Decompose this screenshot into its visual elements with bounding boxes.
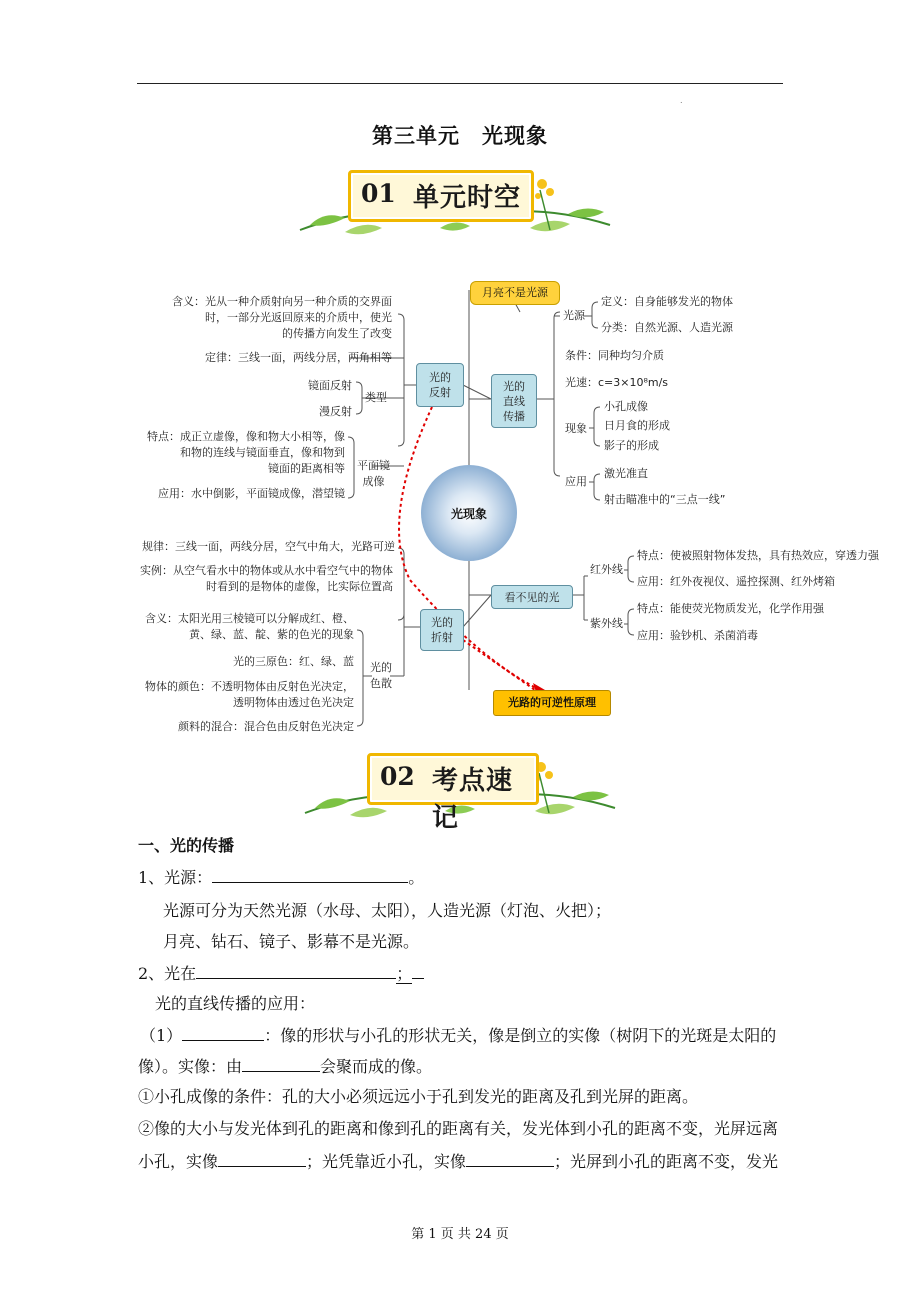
condition-2: ②像的大小与发光体到孔的距离和像到孔的距离有关，发光体到小孔的距离不变，光屏远离	[138, 1119, 779, 1138]
reflect-meaning-1: 含义：光从一种介质射向另一种介质的交界面	[172, 295, 392, 308]
banner-box-2	[367, 753, 539, 833]
refract-example-2: 时看到的是物体的虚像，比实际位置高	[206, 580, 393, 593]
item-1-prefix: 1、光源：	[138, 868, 213, 887]
reflect-law: 定律：三线一面，两线分居，两角相等	[205, 351, 392, 364]
callout-moon: 月亮不是光源	[470, 281, 560, 305]
center-node: 光现象	[421, 465, 517, 561]
header-dot: .	[680, 96, 683, 105]
banner-title: 考点速记	[432, 766, 514, 833]
ultraviolet-label: 紫外线	[590, 617, 623, 630]
straight-source: 光源	[563, 309, 585, 322]
infrared-feature: 特点：使被照射物体发热，具有热效应，穿透力强	[637, 549, 879, 562]
node-refraction: 光的 折射	[420, 609, 464, 651]
infrared-label: 红外线	[590, 563, 623, 576]
reflect-plane-mirror: 平面镜 成像	[357, 459, 390, 488]
straight-ph-1: 小孔成像	[604, 400, 648, 413]
c2-line-2c: ；光屏到小孔的距离不变，发光	[554, 1152, 779, 1171]
reflect-meaning-3: 的传播方向发生了改变	[282, 327, 392, 340]
dispersion-pigment: 颜料的混合：混合色由反射色光决定	[178, 720, 354, 733]
dispersion-label: 光的 色散	[370, 661, 392, 690]
banner-number: 01	[361, 179, 396, 208]
reflect-feature-1: 特点：成正立虚像，像和物大小相等，像	[147, 430, 345, 443]
refract-example-1: 实例：从空气看水中的物体或从水中看空气中的物体	[140, 564, 393, 577]
app-title: 光的直线传播的应用：	[155, 994, 316, 1013]
p1-line-2	[138, 1055, 432, 1078]
node-straight: 光的 直线 传播	[491, 374, 537, 428]
dispersion-meaning-1: 含义：太阳光用三棱镜可以分解成红、橙、	[145, 612, 354, 625]
blank-pinhole[interactable]	[182, 1024, 264, 1041]
straight-application: 应用	[565, 475, 587, 488]
p1-line-1	[140, 1024, 776, 1047]
dispersion-primary: 光的三原色：红、绿、蓝	[233, 655, 354, 668]
section-banner-2	[295, 753, 625, 833]
blank-tail	[412, 962, 424, 979]
condition-1: ①小孔成像的条件：孔的大小必须远远小于孔到发光的距离及孔到光屏的距离。	[138, 1087, 699, 1106]
section-heading-1: 一、光的传播	[138, 836, 235, 855]
line-not-sources: 月亮、钻石、镜子、影幕不是光源。	[163, 932, 420, 951]
p1-line-2a: 像）。实像：由	[138, 1057, 243, 1076]
straight-condition: 条件：同种均匀介质	[565, 349, 664, 362]
blank-real-image[interactable]	[242, 1055, 320, 1072]
reflect-feature-3: 镜面的距离相等	[268, 462, 345, 475]
condition-2-line-2	[138, 1150, 778, 1173]
blank-light-medium[interactable]	[196, 962, 396, 979]
c2-line-2a: 小孔，实像	[138, 1152, 219, 1171]
node-reflection: 光的 反射	[416, 363, 464, 407]
p1-prefix: （1）	[140, 1026, 183, 1045]
page-footer: 第 1 页 共 24 页	[411, 1227, 509, 1242]
banner-number: 02	[380, 762, 415, 791]
straight-phenomenon: 现象	[565, 422, 587, 435]
blank-image-near[interactable]	[466, 1150, 554, 1167]
item-2	[138, 962, 424, 985]
node-invisible-light: 看不见的光	[491, 585, 573, 609]
line-sources: 光源可分为天然光源（水母、太阳），人造光源（灯泡、火把）；	[163, 901, 612, 920]
straight-definition: 定义：自身能够发光的物体	[601, 295, 733, 308]
dispersion-color-2: 透明物体由透过色光决定	[233, 696, 354, 709]
p1-line-2b: 会聚而成的像。	[320, 1057, 433, 1076]
banner-title: 单元时空	[413, 183, 522, 213]
reflect-mirror: 镜面反射	[308, 379, 352, 392]
item-2-prefix: 2、光在	[138, 964, 197, 983]
c2-line-2b: ；光凭靠近小孔，实像	[306, 1152, 467, 1171]
reflect-application: 应用：水中倒影，平面镜成像，潜望镜	[158, 487, 345, 500]
straight-ph-3: 影子的形成	[604, 439, 659, 452]
ultraviolet-feature: 特点：能使荧光物质发光，化学作用强	[637, 602, 824, 615]
straight-speed: 光速：c=3×10⁸m/s	[565, 376, 669, 389]
reflect-type: 类型	[365, 391, 387, 404]
reflect-meaning-2: 时，一部分光返回原来的介质中，使光	[205, 311, 392, 324]
reflect-feature-2: 和物的连线与镜面垂直，像和物到	[180, 446, 345, 459]
straight-app-1: 激光准直	[604, 467, 648, 480]
principle-box: 光路的可逆性原理	[493, 690, 611, 716]
blank-light-source[interactable]	[212, 866, 408, 883]
p1-text: ：像的形状与小孔的形状无关，像是倒立的实像（树阴下的光斑是太阳的	[264, 1026, 777, 1045]
refract-rule: 规律：三线一面，两线分居，空气中角大，光路可逆	[142, 540, 395, 553]
blank-image-far[interactable]	[218, 1150, 306, 1167]
ultraviolet-application: 应用：验钞机、杀菌消毒	[637, 629, 758, 642]
item-2-suffix: ；	[396, 964, 413, 983]
straight-ph-2: 日月食的形成	[604, 419, 670, 432]
straight-app-2: 射击瞄准中的“三点一线”	[604, 493, 726, 506]
straight-category: 分类：自然光源、人造光源	[601, 321, 733, 334]
reflect-diffuse: 漫反射	[319, 405, 352, 418]
dispersion-color-1: 物体的颜色：不透明物体由反射色光决定，	[145, 680, 354, 693]
item-1-suffix: 。	[408, 868, 425, 887]
item-1	[138, 866, 424, 889]
dispersion-meaning-2: 黄、绿、蓝、靛、紫的色光的现象	[189, 628, 354, 641]
infrared-application: 应用：红外夜视仪、遥控探测、红外烤箱	[637, 575, 835, 588]
page-title: 第三单元 光现象	[372, 124, 548, 148]
